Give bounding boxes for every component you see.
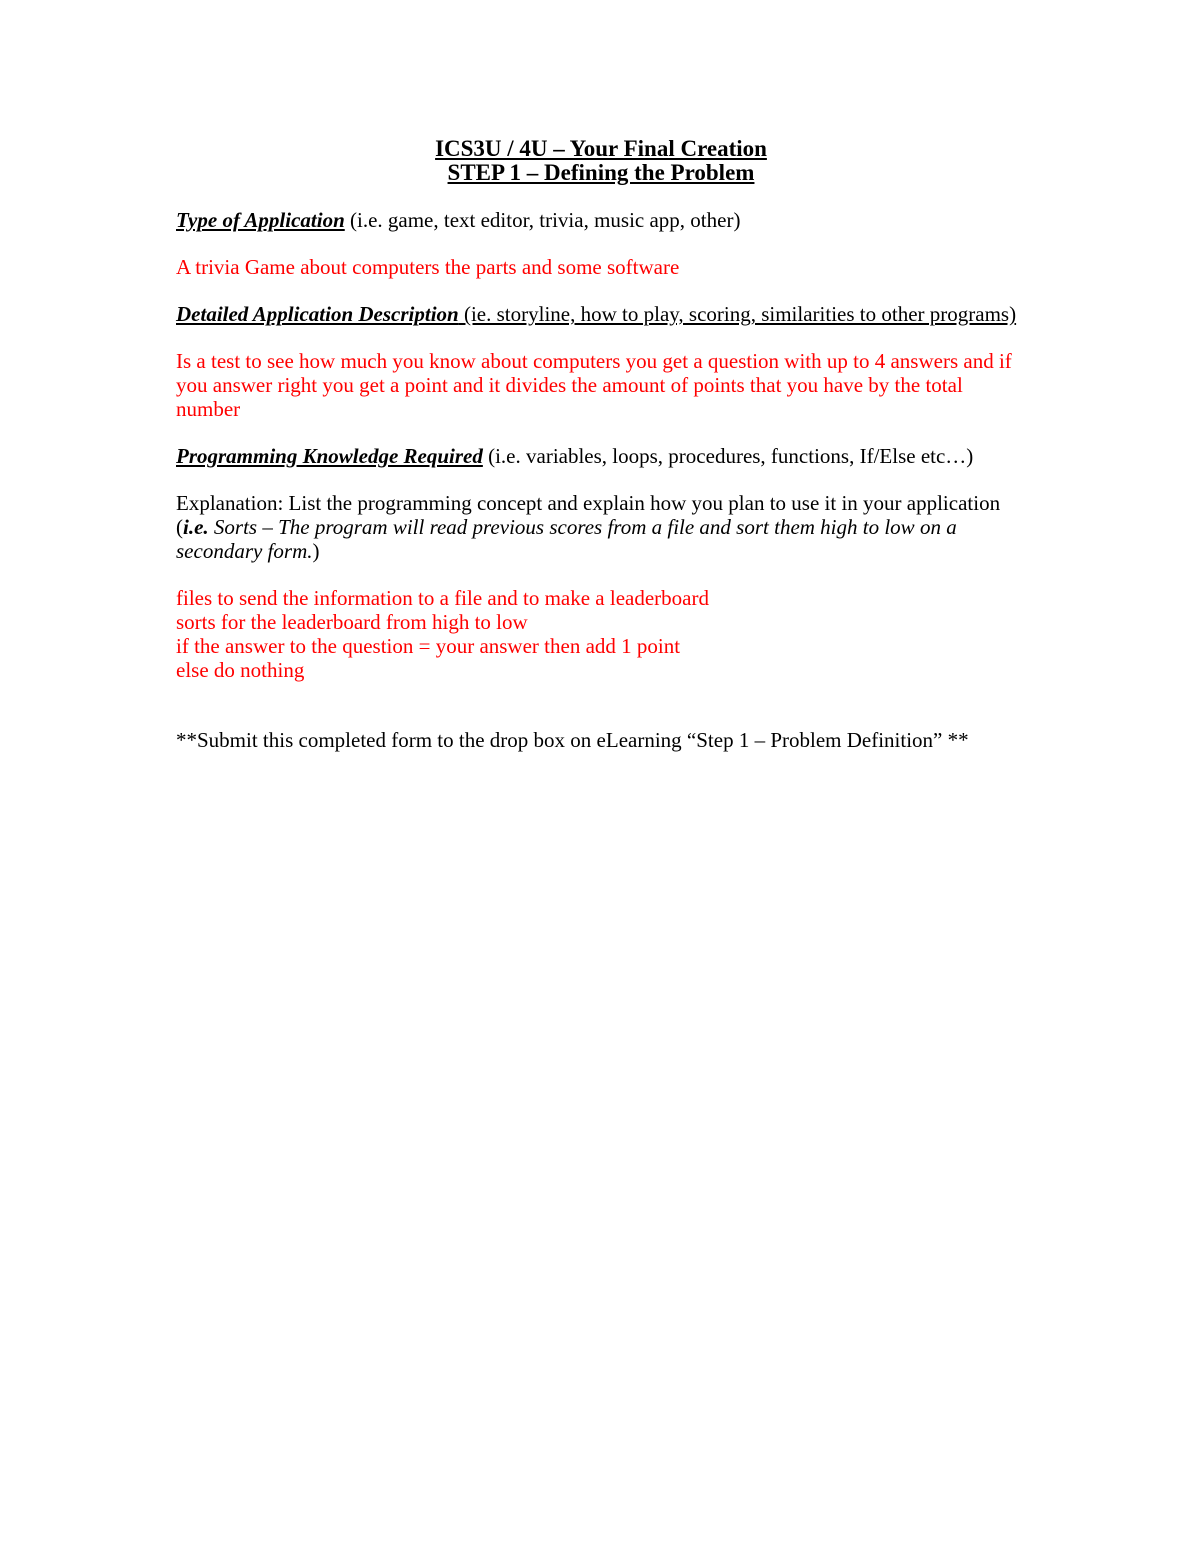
detailed-description-answer: Is a test to see how much you know about computers you get a question with up to 4 answers and if you answer right you get a point and it divides the amount of points that you have by the total number	[176, 349, 1012, 421]
type-of-application-prompt	[176, 208, 1026, 232]
submit-note: **Submit this completed form to the drop box on eLearning “Step 1 – Problem Definition” **	[176, 728, 969, 752]
document-content	[176, 137, 1026, 752]
explanation-intro: Explanation: List the programming concept and explain how you plan to use it in your application (	[176, 491, 1001, 539]
detailed-description-prompt	[176, 302, 1026, 326]
type-of-application-hint: (i.e. game, text editor, trivia, music app, other)	[344, 208, 741, 232]
explanation-example-text: Sorts – The program will read previous scores from a file and sort them high to low on a secondary form.	[176, 515, 957, 563]
explanation-answers	[176, 586, 1026, 682]
explanation-answer-line: sorts for the leaderboard from high to low	[176, 610, 528, 634]
programming-knowledge-label: Programming Knowledge Required	[176, 444, 483, 468]
detailed-description-hint: (ie. storyline, how to play, scoring, similarities to other programs)	[458, 302, 1017, 326]
explanation-example-prefix: i.e.	[183, 515, 209, 539]
explanation-answer-line: if the answer to the question = your answer then add 1 point	[176, 634, 681, 658]
type-of-application-label: Type of Application	[176, 208, 345, 232]
explanation-instructions	[176, 491, 1026, 563]
document-title-line-2: STEP 1 – Defining the Problem	[447, 160, 755, 185]
explanation-answer-line: else do nothing	[176, 658, 305, 682]
document-title-line-1: ICS3U / 4U – Your Final Creation	[435, 136, 767, 161]
detailed-description-label: Detailed Application Description	[176, 302, 459, 326]
type-of-application-answer: A trivia Game about computers the parts and some software	[176, 255, 680, 279]
programming-knowledge-prompt	[176, 444, 1026, 468]
explanation-answer-line: files to send the information to a file and to make a leaderboard	[176, 586, 709, 610]
programming-knowledge-hint: (i.e. variables, loops, procedures, functions, If/Else etc…)	[482, 444, 974, 468]
explanation-suffix: )	[312, 539, 320, 563]
